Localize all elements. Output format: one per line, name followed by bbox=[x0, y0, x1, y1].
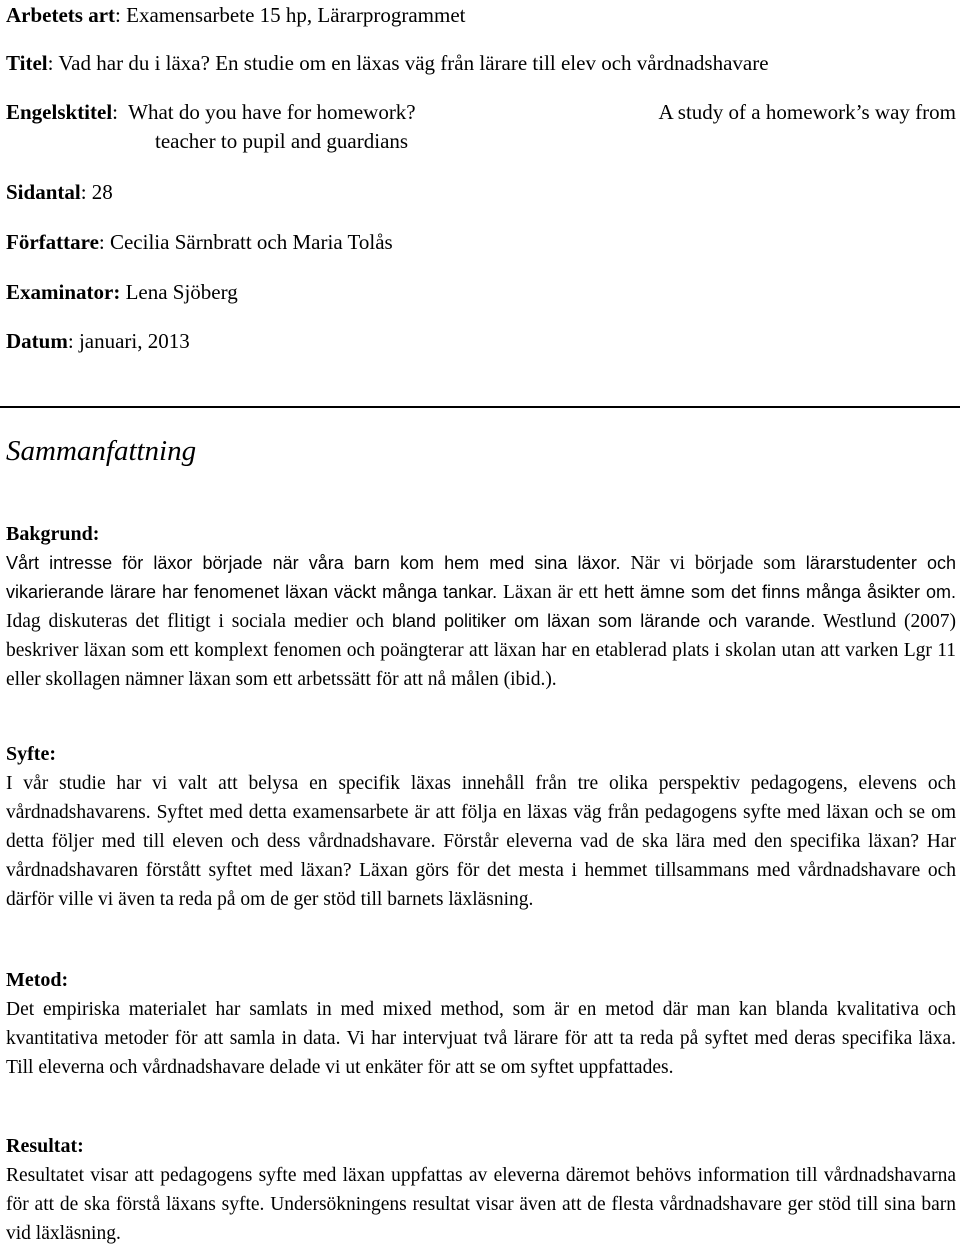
section-method: Metod: Det empiriska materialet har samlats in med mixed method, som är en metod där man kan blanda kvalitativa och kvantitativa metoder för att samla in data. Vi har intervjuat två lärare för att ta reda på syftet med deras specifika läxa. Till eleverna och vårdnadshavare delade vi ut enkäter för att se om syftet uppfattades. bbox=[6, 966, 956, 1082]
meta-pages-label: Sidantal bbox=[6, 180, 81, 204]
meta-authors-label: Författare bbox=[6, 230, 99, 254]
meta-date-label: Datum bbox=[6, 329, 68, 353]
meta-english-title: Engelsktitel: What do you have for homework? A study of a homework’s way from teacher to pupil and guardians bbox=[6, 98, 956, 156]
meta-authors-value: Cecilia Särnbratt och Maria Tolås bbox=[109, 230, 393, 254]
meta-english-title-part1: What do you have for homework? bbox=[128, 100, 416, 124]
meta-title: Titel: Vad har du i läxa? En studie om en läxas väg från lärare till elev och vårdnadshavare bbox=[6, 51, 769, 75]
section-results bbox=[6, 1132, 956, 1248]
purpose-text: I vår studie har vi valt att belysa en specifik läxas innehåll från tre olika perspektiv pedagogens, elevens och vårdnadshavarens. Syftet med detta examensarbete är att följa en läxas väg från pedagogens syfte med läxan och se om detta följer med till eleven och dess vårdnadshavare. Förstår eleverna vad de ska lära med den specifika läxan? Har vårdnadshavaren förstått syftet med läxan? Läxan görs för det mesta i hemmet tillsammans med vårdnadshavare och därför ville vi även ta reda på om de ger stöd till barnets läxläsning. bbox=[6, 773, 956, 910]
meta-type-value: Examensarbete 15 hp, Lärarprogrammet bbox=[126, 3, 466, 27]
summary-heading: Sammanfattning bbox=[6, 435, 197, 467]
purpose-label: Syfte bbox=[6, 743, 50, 765]
meta-examiner-value: Lena Sjöberg bbox=[125, 280, 238, 304]
meta-english-title-part2: A study of a homework’s way from bbox=[658, 100, 956, 124]
horizontal-divider bbox=[0, 406, 960, 408]
meta-date: Datum: januari, 2013 bbox=[6, 329, 190, 353]
method-text: Det empiriska materialet har samlats in med mixed method, som är en metod där man kan blanda kvalitativa och kvantitativa metoder för att samla in data. Vi har intervjuat två lärare för att ta reda på syftet med deras specifika läxa. Till eleverna och vårdnadshavare delade vi ut enkäter för att se om syftet uppfattades. bbox=[6, 999, 956, 1078]
results-label: Resultat: bbox=[6, 1135, 84, 1157]
background-text: Vårt intresse för läxor började när våra barn kom hem med sina läxor. När vi började som lärarstudenter och vikarierande lärare har fenomenet läxan väckt många tankar. Läxan är ett hett ämne som det finns många åsikter om. Idag diskuteras det flitigt i sociala medier och bland politiker om läxan som lärande och varande. Westlund (2007) beskriver läxan som ett komplext fenomen och poängterar att läxan har en etablerad plats i skolan utan att varken Lgr 11 eller skollagen nämner läxan som ett arbetssätt för att nå målen (ibid.). bbox=[6, 553, 957, 690]
meta-english-title-part3: teacher to pupil and guardians bbox=[155, 129, 409, 153]
meta-examiner-label: Examinator: bbox=[6, 280, 121, 304]
results-text: Resultatet visar att pedagogens syfte med läxan uppfattas av eleverna däremot behövs information till vårdnadshavarna för att de ska förstå läxans syfte. Undersökningens resultat visar även att de flesta vårdnadshavare ger stöd till sina barn vid läxläsning. bbox=[6, 1165, 956, 1244]
meta-english-title-label: Engelsktitel bbox=[6, 100, 113, 124]
background-label: Bakgrund bbox=[6, 523, 93, 545]
meta-authors: Författare: Cecilia Särnbratt och Maria Tolås bbox=[6, 230, 393, 254]
section-background: Bakgrund: Vårt intresse för läxor började när våra barn kom hem med sina läxor. När vi började som lärarstudenter och vikarierande lärare har fenomenet läxan väckt många tankar. Läxan är ett hett ämne som det finns många åsikter om. Idag diskuteras det flitigt i sociala medier och bland politiker om läxan som lärande och varande. Westlund (2007) beskriver läxan som ett komplext fenomen och poängterar att läxan har en etablerad plats i skolan utan att varken Lgr 11 eller skollagen nämner läxan som ett arbetssätt för att nå målen (ibid.). bbox=[6, 520, 956, 694]
meta-examiner bbox=[6, 278, 238, 306]
meta-title-value: Vad har du i läxa? En studie om en läxas väg från lärare till elev och vårdnadshavare bbox=[58, 51, 769, 75]
meta-date-value: januari, 2013 bbox=[78, 329, 190, 353]
meta-title-label: Titel bbox=[6, 51, 48, 75]
section-purpose: Syfte: I vår studie har vi valt att belysa en specifik läxas innehåll från tre olika perspektiv pedagogens, elevens och vårdnadshavarens. Syftet med detta examensarbete är att följa en läxas väg från pedagogens syfte med läxan och se om detta följer med till eleven och dess vårdnadshavare. Förstår eleverna vad de ska lära med den specifika läxan? Har vårdnadshavaren förstått syftet med läxan? Läxan görs för det mesta i hemmet tillsammans med vårdnadshavare och därför ville vi även ta reda på om de ger stöd till barnets läxläsning. bbox=[6, 740, 956, 914]
meta-pages-value: 28 bbox=[91, 180, 113, 204]
meta-type-label: Arbetets art bbox=[6, 3, 116, 27]
meta-pages: Sidantal: 28 bbox=[6, 180, 113, 204]
method-label: Metod bbox=[6, 969, 62, 991]
meta-type: Arbetets art: Examensarbete 15 hp, Lärarprogrammet bbox=[6, 3, 466, 27]
